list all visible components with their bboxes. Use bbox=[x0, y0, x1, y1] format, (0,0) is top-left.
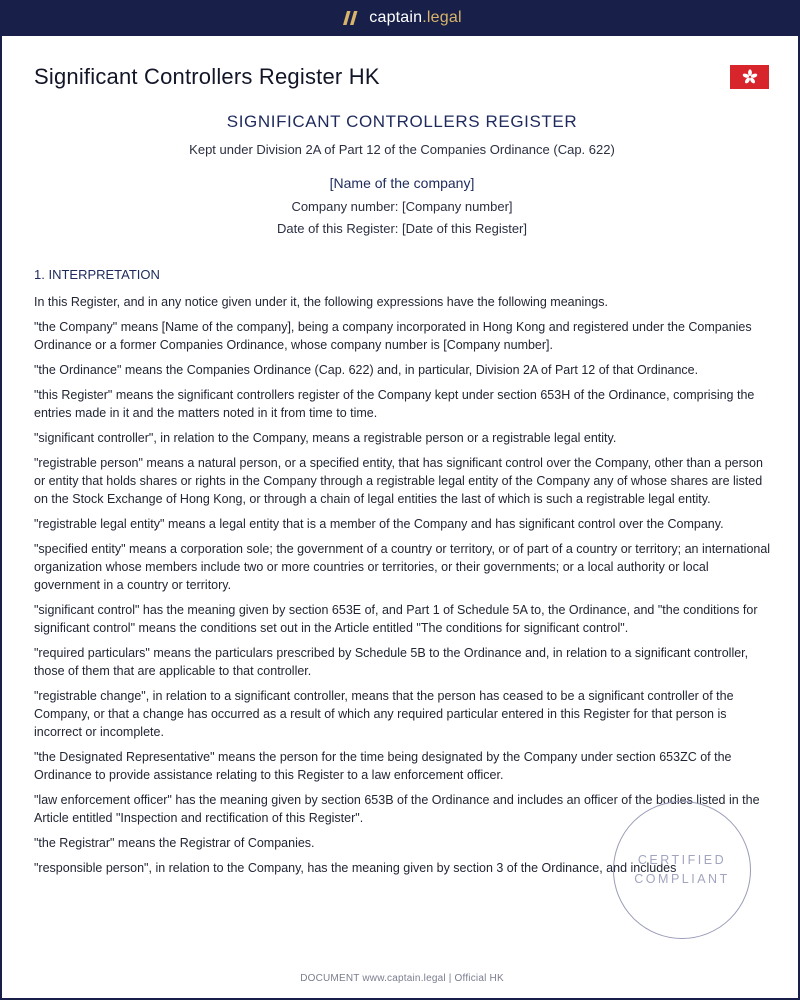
definition-specified-entity: "specified entity" means a corporation sole; the government of a country or territory, or of part of a country or territory; an international organization whose members include two or more countries or territories, or their governments; or a local authority or local government in a country or territory. bbox=[34, 542, 771, 592]
page-footer: DOCUMENT www.captain.legal | Official HK bbox=[300, 973, 504, 984]
definition-designated-representative: "the Designated Representative" means the person for the time being designated by the Company under section 653ZC of the Ordinance to provide assistance relating to this Register to a law enforcement officer. bbox=[34, 750, 732, 782]
bauhinia-icon bbox=[741, 68, 759, 86]
brand-name-accent: .legal bbox=[422, 9, 462, 26]
stamp-line-2: COMPLIANT bbox=[634, 872, 730, 886]
interpretation-body bbox=[34, 293, 774, 884]
brand-name bbox=[369, 9, 461, 27]
definition-the-company: "the Company" means [Name of the company], being a company incorporated in Hong Kong and registered under the Companies Ordinance or a former Companies Ordinance, whose company number is [Company number]. bbox=[34, 320, 752, 352]
definition-the-registrar: "the Registrar" means the Registrar of Companies. bbox=[34, 836, 315, 850]
document-title: Significant Controllers Register HK bbox=[34, 64, 380, 89]
company-number-line: Company number: [Company number] bbox=[291, 199, 513, 214]
definition-registrable-person: "registrable person" means a natural person, or a specified entity, that has significant control over the Company, other than a person or entity that holds shares or rights in the Company through a registrable legal entity of the Company any of whose shares are listed on the Stock Exchange of Hong Kong, or through a chain of legal entities the last of which is such a registrable legal entity. bbox=[34, 456, 763, 506]
definition-registrable-change: "registrable change", in relation to a significant controller, means that the person has ceased to be a significant controller of the Company, or that a change has occurred as a result of which any required particular entered in this Register for that person is incorrect or incomplete. bbox=[34, 689, 734, 739]
captain-legal-logo-icon bbox=[342, 10, 360, 26]
hong-kong-flag-icon bbox=[730, 65, 769, 89]
definition-responsible-person: "responsible person", in relation to the Company, has the meaning given by section 3 of the Ordinance, and includes bbox=[34, 861, 677, 875]
brand-logo[interactable] bbox=[342, 9, 461, 27]
top-bar bbox=[2, 0, 800, 36]
definition-significant-control: "significant control" has the meaning given by section 653E of, and Part 1 of Schedule 5A to, the Ordinance, and "the conditions for significant control" means the conditions set out in the Article entitled "The conditions for significant control". bbox=[34, 603, 758, 635]
stamp-line-1: CERTIFIED bbox=[637, 853, 727, 867]
register-date-line: Date of this Register: [Date of this Register] bbox=[277, 221, 527, 236]
register-subheading: Kept under Division 2A of Part 12 of the Companies Ordinance (Cap. 622) bbox=[189, 142, 615, 157]
company-name-placeholder: [Name of the company] bbox=[329, 175, 475, 191]
paragraph: In this Register, and in any notice given under it, the following expressions have the following meanings. bbox=[34, 295, 608, 309]
definition-registrable-legal-entity: "registrable legal entity" means a legal entity that is a member of the Company and has significant control over the Company. bbox=[34, 517, 724, 531]
definition-significant-controller: "significant controller", in relation to the Company, means a registrable person or a registrable legal entity. bbox=[34, 431, 617, 445]
definition-law-enforcement-officer: "law enforcement officer" has the meaning given by section 653B of the Ordinance and includes an officer of the bodies listed in the Article entitled "Inspection and rectification of this Register". bbox=[34, 793, 760, 825]
register-heading: SIGNIFICANT CONTROLLERS REGISTER bbox=[226, 112, 578, 131]
definition-this-register: "this Register" means the significant controllers register of the Company kept under section 653H of the Ordinance, comprising the entries made in it and the matters noted in it from time to time. bbox=[34, 388, 755, 420]
brand-name-main: captain bbox=[369, 9, 423, 26]
definition-required-particulars: "required particulars" means the particulars prescribed by Schedule 5B to the Ordinance and, in relation to a significant controller, those of them that are applicable to that controller. bbox=[34, 646, 749, 678]
definition-the-ordinance: "the Ordinance" means the Companies Ordinance (Cap. 622) and, in particular, Division 2A of Part 12 of that Ordinance. bbox=[34, 363, 699, 377]
section-heading-interpretation: 1. INTERPRETATION bbox=[34, 267, 160, 282]
